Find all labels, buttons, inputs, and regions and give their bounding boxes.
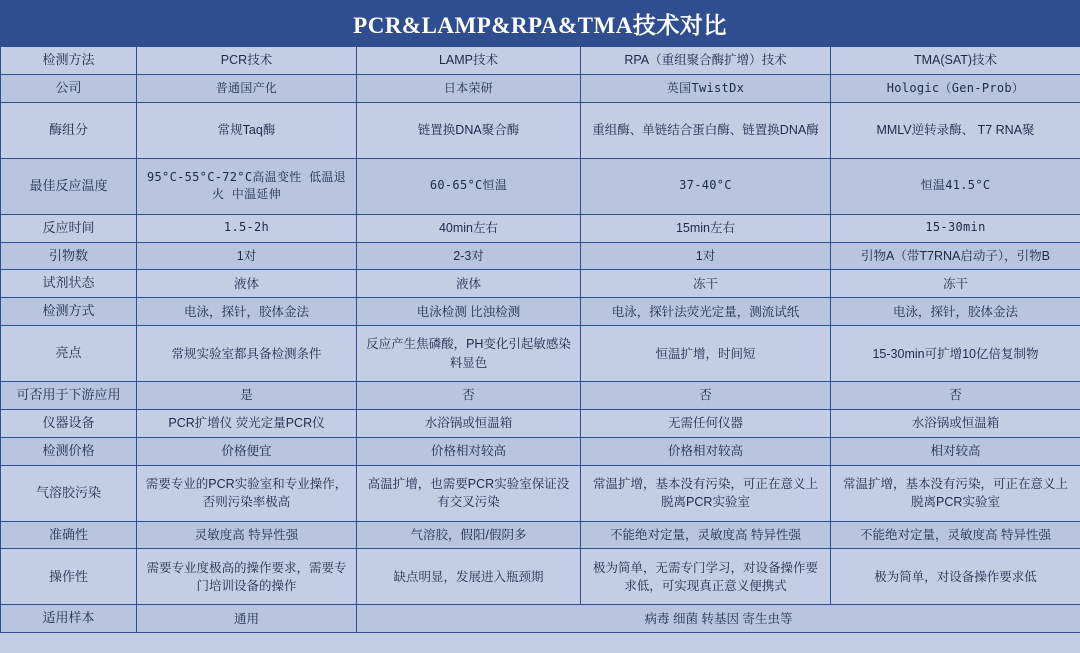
- row-label: 可否用于下游应用: [1, 382, 137, 410]
- cell-rpa: 重组酶、单链结合蛋白酶、链置换DNA酶: [581, 102, 831, 158]
- row-label: 试剂状态: [1, 270, 137, 298]
- cell-lamp: 反应产生焦磷酸，PH变化引起敏感染料显色: [357, 326, 581, 382]
- table-row: [1, 326, 1080, 382]
- cell-lamp: 2-3对: [357, 242, 581, 270]
- row-label: 气溶胶污染: [1, 465, 137, 521]
- row-label: 最佳反应温度: [1, 158, 137, 214]
- cell-tma: 冻干: [831, 270, 1080, 298]
- cell-tma: 15-30min: [831, 214, 1080, 242]
- cell-pcr: 常规实验室都具备检测条件: [137, 326, 357, 382]
- cell-pcr: PCR扩增仪 荧光定量PCR仪: [137, 409, 357, 437]
- cell-lamp: 液体: [357, 270, 581, 298]
- cell-tma: 15-30min可扩增10亿倍复制物: [831, 326, 1080, 382]
- cell-rpa: 37-40°C: [581, 158, 831, 214]
- row-label: 仪器设备: [1, 409, 137, 437]
- cell-pcr: 普通国产化: [137, 74, 357, 102]
- cell-pcr: 电泳，探针，胶体金法: [137, 298, 357, 326]
- table-row: [1, 214, 1080, 242]
- cell-tma: 常温扩增，基本没有污染，可正在意义上脱离PCR实验室: [831, 465, 1080, 521]
- table-row: [1, 74, 1080, 102]
- table-row: [1, 242, 1080, 270]
- cell-rpa: 15min左右: [581, 214, 831, 242]
- cell-lamp: 水浴锅或恒温箱: [357, 409, 581, 437]
- table-row: [1, 409, 1080, 437]
- cell-pcr: 是: [137, 382, 357, 410]
- cell-tma: 电泳，探针，胶体金法: [831, 298, 1080, 326]
- table-row: [1, 102, 1080, 158]
- cell-pcr: 通用: [137, 605, 357, 633]
- column-header-lamp: LAMP技术: [357, 47, 581, 75]
- cell-pcr: 1对: [137, 242, 357, 270]
- cell-rpa: 恒温扩增，时间短: [581, 326, 831, 382]
- cell-rpa: 价格相对较高: [581, 437, 831, 465]
- cell-rpa: 1对: [581, 242, 831, 270]
- cell-rpa: 不能绝对定量，灵敏度高 特异性强: [581, 521, 831, 549]
- table-header-row: [1, 47, 1080, 75]
- cell-tma: 不能绝对定量，灵敏度高 特异性强: [831, 521, 1080, 549]
- cell-tma: 引物A（带T7RNA启动子），引物B: [831, 242, 1080, 270]
- table-row: [1, 605, 1080, 633]
- cell-rpa: 英国TwistDx: [581, 74, 831, 102]
- cell-pcr: 1.5-2h: [137, 214, 357, 242]
- cell-lamp: 高温扩增，也需要PCR实验室保证没有交叉污染: [357, 465, 581, 521]
- row-label: 适用样本: [1, 605, 137, 633]
- cell-tma: 相对较高: [831, 437, 1080, 465]
- cell-pcr: 价格便宜: [137, 437, 357, 465]
- table-row: [1, 158, 1080, 214]
- cell-lamp: 气溶胶，假阳/假阴多: [357, 521, 581, 549]
- cell-tma: 否: [831, 382, 1080, 410]
- page-title: PCR&LAMP&RPA&TMA技术对比: [0, 0, 1080, 46]
- row-label: 检测价格: [1, 437, 137, 465]
- cell-pcr: 灵敏度高 特异性强: [137, 521, 357, 549]
- cell-rpa: 冻干: [581, 270, 831, 298]
- cell-tma: MMLV逆转录酶、 T7 RNA聚: [831, 102, 1080, 158]
- cell-lamp: 链置换DNA聚合酶: [357, 102, 581, 158]
- table-row: [1, 465, 1080, 521]
- cell-rpa: 极为简单，无需专门学习，对设备操作要求低，可实现真正意义便携式: [581, 549, 831, 605]
- cell-tma: 水浴锅或恒温箱: [831, 409, 1080, 437]
- column-header-method: 检测方法: [1, 47, 137, 75]
- cell-rpa: 常温扩增，基本没有污染，可正在意义上脱离PCR实验室: [581, 465, 831, 521]
- cell-lamp: 电泳检测 比浊检测: [357, 298, 581, 326]
- cell-pcr: 液体: [137, 270, 357, 298]
- cell-lamp: 60-65°C恒温: [357, 158, 581, 214]
- table-row: [1, 549, 1080, 605]
- cell-tma: Hologic（Gen-Prob）: [831, 74, 1080, 102]
- cell-pcr: 需要专业度极高的操作要求，需要专门培训设备的操作: [137, 549, 357, 605]
- row-label: 亮点: [1, 326, 137, 382]
- cell-lamp: 价格相对较高: [357, 437, 581, 465]
- table-row: [1, 382, 1080, 410]
- row-label: 公司: [1, 74, 137, 102]
- table-row: [1, 270, 1080, 298]
- column-header-rpa: RPA（重组聚合酶扩增）技术: [581, 47, 831, 75]
- cell-rpa: 电泳，探针法荧光定量，测流试纸: [581, 298, 831, 326]
- row-label: 操作性: [1, 549, 137, 605]
- column-header-pcr: PCR技术: [137, 47, 357, 75]
- row-label: 酶组分: [1, 102, 137, 158]
- cell-lamp: 缺点明显，发展进入瓶颈期: [357, 549, 581, 605]
- cell-merged-samples: 病毒 细菌 转基因 寄生虫等: [357, 605, 1080, 633]
- cell-tma: 极为简单，对设备操作要求低: [831, 549, 1080, 605]
- row-label: 反应时间: [1, 214, 137, 242]
- cell-lamp: 否: [357, 382, 581, 410]
- cell-lamp: 40min左右: [357, 214, 581, 242]
- cell-rpa: 无需任何仪器: [581, 409, 831, 437]
- row-label: 准确性: [1, 521, 137, 549]
- cell-pcr: 常规Taq酶: [137, 102, 357, 158]
- table-row: [1, 298, 1080, 326]
- table-row: [1, 521, 1080, 549]
- row-label: 引物数: [1, 242, 137, 270]
- column-header-tma: TMA(SAT)技术: [831, 47, 1080, 75]
- row-label: 检测方式: [1, 298, 137, 326]
- cell-tma: 恒温41.5°C: [831, 158, 1080, 214]
- cell-pcr: 95°C-55°C-72°C高温变性 低温退火 中温延伸: [137, 158, 357, 214]
- table-row: [1, 437, 1080, 465]
- cell-pcr: 需要专业的PCR实验室和专业操作，否则污染率极高: [137, 465, 357, 521]
- cell-rpa: 否: [581, 382, 831, 410]
- cell-lamp: 日本荣研: [357, 74, 581, 102]
- comparison-table: [0, 46, 1080, 633]
